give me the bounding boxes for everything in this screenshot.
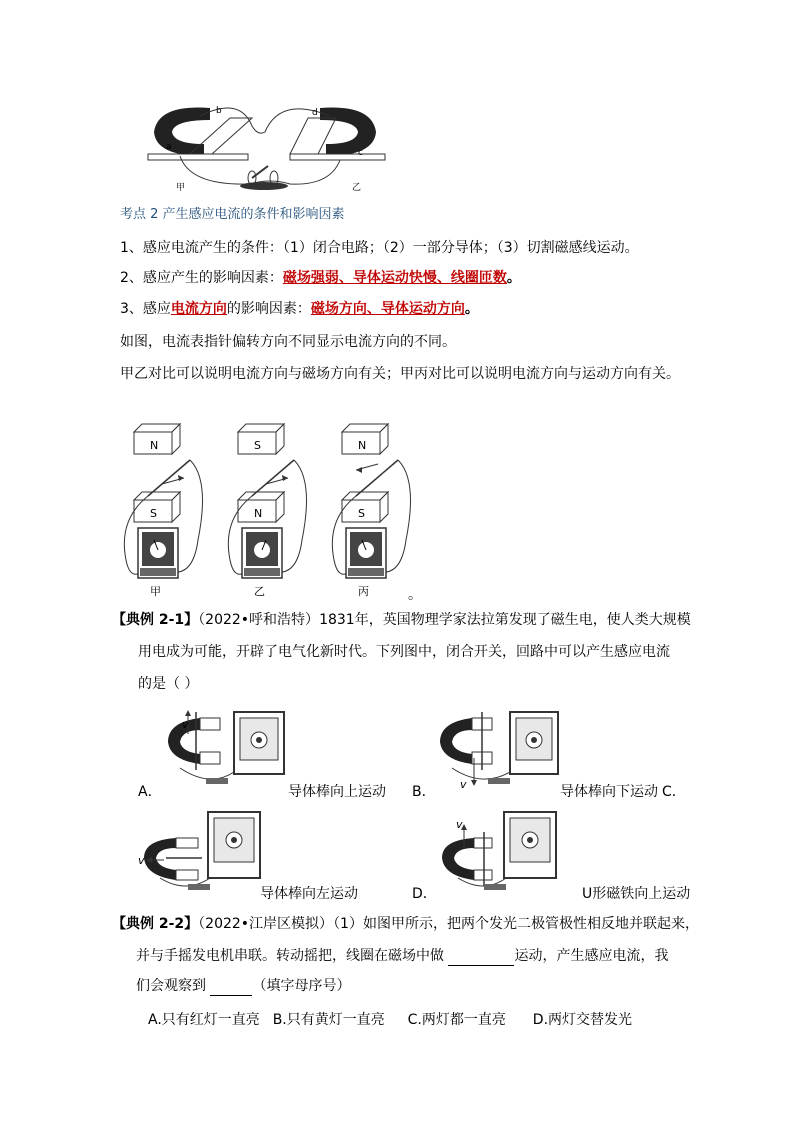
pole-top: N [150, 439, 159, 452]
option-b-text: 导体棒向下运动 [560, 784, 658, 800]
example-2-text-2b: 运动，产生感应电流，我 [514, 948, 669, 964]
example-1-line-2: 用电成为可能，开辟了电气化新时代。下列图中，闭合开关，回路中可以产生感应电流 [138, 644, 670, 660]
panels-period: 。 [408, 587, 422, 603]
pole-top: S [254, 439, 261, 452]
panel-jia [118, 420, 218, 600]
para-1: 如图，电流表指针偏转方向不同显示电流方向的不同。 [120, 334, 456, 350]
example-2-tag: 【典例 2-2】 [112, 916, 199, 932]
section-heading: 考点 2 产生感应电流的条件和影响因素 [120, 207, 345, 222]
option-d-letter[interactable]: D． [412, 886, 437, 902]
panel-caption: 乙 [254, 585, 265, 598]
choice-c[interactable]: C.两灯都一直亮 [407, 1012, 506, 1028]
option-c-figure [136, 808, 266, 893]
sep-3: 、 [366, 301, 381, 317]
example-2-line-3 [136, 976, 350, 996]
choice-a[interactable]: A.只有红灯一直亮 [148, 1012, 260, 1028]
panel-caption: 丙 [358, 585, 369, 598]
velocity-label: v [460, 778, 467, 791]
example-1-line-3: 的是（ ） [138, 676, 199, 692]
panel-yi [222, 420, 322, 600]
option-c-text: 导体棒向左运动 [260, 886, 358, 902]
option-d-text: U形磁铁向上运动 [582, 886, 691, 902]
example-1-text-1: 1831年，英国物理学家法拉第发现了磁生电，使人类大规模 [319, 612, 691, 628]
panel-bing [326, 420, 426, 600]
letter-c: c [358, 148, 363, 158]
answer-blank-2[interactable] [210, 981, 252, 996]
item-3-mid: 的影响因素： [226, 301, 311, 317]
magnet-panels [118, 420, 422, 603]
sep-1: 、 [338, 270, 353, 286]
option-a-text: 导体棒向上运动 [288, 784, 386, 800]
item-3 [120, 299, 479, 319]
pole-bottom: S [150, 507, 157, 520]
item-3-prefix: 3、感应 [120, 301, 171, 317]
label-yi: 乙 [352, 183, 362, 193]
example-1-source: （2022•呼和浩特） [198, 612, 320, 628]
answer-blank-1[interactable] [448, 951, 514, 966]
example-1-line-1 [112, 610, 691, 630]
item-2-period: 。 [506, 270, 521, 286]
velocity-label: v [182, 718, 189, 731]
item-2-prefix: 2、感应产生的影响因素： [120, 270, 283, 286]
example-2-source: （2022•江岸区模拟） [198, 916, 334, 932]
example-2-text-1: （1）如图甲所示，把两个发光二极管极性相反地并联起来， [333, 916, 699, 932]
example-2-choices [148, 1010, 632, 1030]
label-jia: 甲 [176, 183, 186, 193]
option-d-figure [434, 808, 564, 893]
factor-field-strength: 磁场强弱 [282, 270, 339, 286]
option-a-letter[interactable]: A． [138, 784, 162, 800]
choice-d[interactable]: D.两灯交替发光 [532, 1012, 633, 1028]
letter-d: d [312, 108, 318, 118]
choice-b[interactable]: B.只有黄灯一直亮 [272, 1012, 385, 1028]
factor-turns: 线圈匝数 [450, 270, 507, 286]
sep-2: 、 [436, 270, 451, 286]
example-2-text-3b: （填字母序号） [252, 978, 351, 994]
panel-caption: 甲 [150, 585, 161, 598]
example-1-tag: 【典例 2-1】 [112, 612, 199, 628]
pole-bottom: S [358, 507, 365, 520]
letter-b: b [216, 106, 222, 116]
item-1: 1、感应电流产生的条件：（1）闭合电路；（2）一部分导体；（3）切割磁感线运动。 [120, 240, 639, 256]
option-b-figure [432, 708, 562, 793]
current-direction: 电流方向 [170, 301, 227, 317]
item-2 [120, 268, 521, 288]
top-figure [140, 96, 390, 196]
velocity-label: v [138, 854, 145, 867]
option-a-figure [160, 708, 290, 793]
letter-a: a [166, 142, 172, 152]
example-2-line-2 [136, 946, 668, 966]
para-2: 甲乙对比可以说明电流方向与磁场方向有关；甲丙对比可以说明电流方向与运动方向有关。 [120, 366, 680, 382]
velocity-label: v [456, 818, 463, 831]
factor-field-direction: 磁场方向 [310, 301, 367, 317]
pole-top: N [358, 439, 367, 452]
item-3-period: 。 [464, 301, 479, 317]
pole-bottom: N [254, 507, 263, 520]
example-2-line-1 [112, 914, 699, 934]
factor-motion-direction: 导体运动方向 [380, 301, 465, 317]
example-2-text-2: 并与手摇发电机串联。转动摇把，线圈在磁场中做 [136, 948, 444, 964]
option-b-letter[interactable]: B． [412, 784, 436, 800]
factor-speed: 导体运动快慢 [352, 270, 437, 286]
example-2-text-3: 们会观察到 [136, 978, 206, 994]
option-c-letter[interactable]: C． [662, 784, 686, 800]
